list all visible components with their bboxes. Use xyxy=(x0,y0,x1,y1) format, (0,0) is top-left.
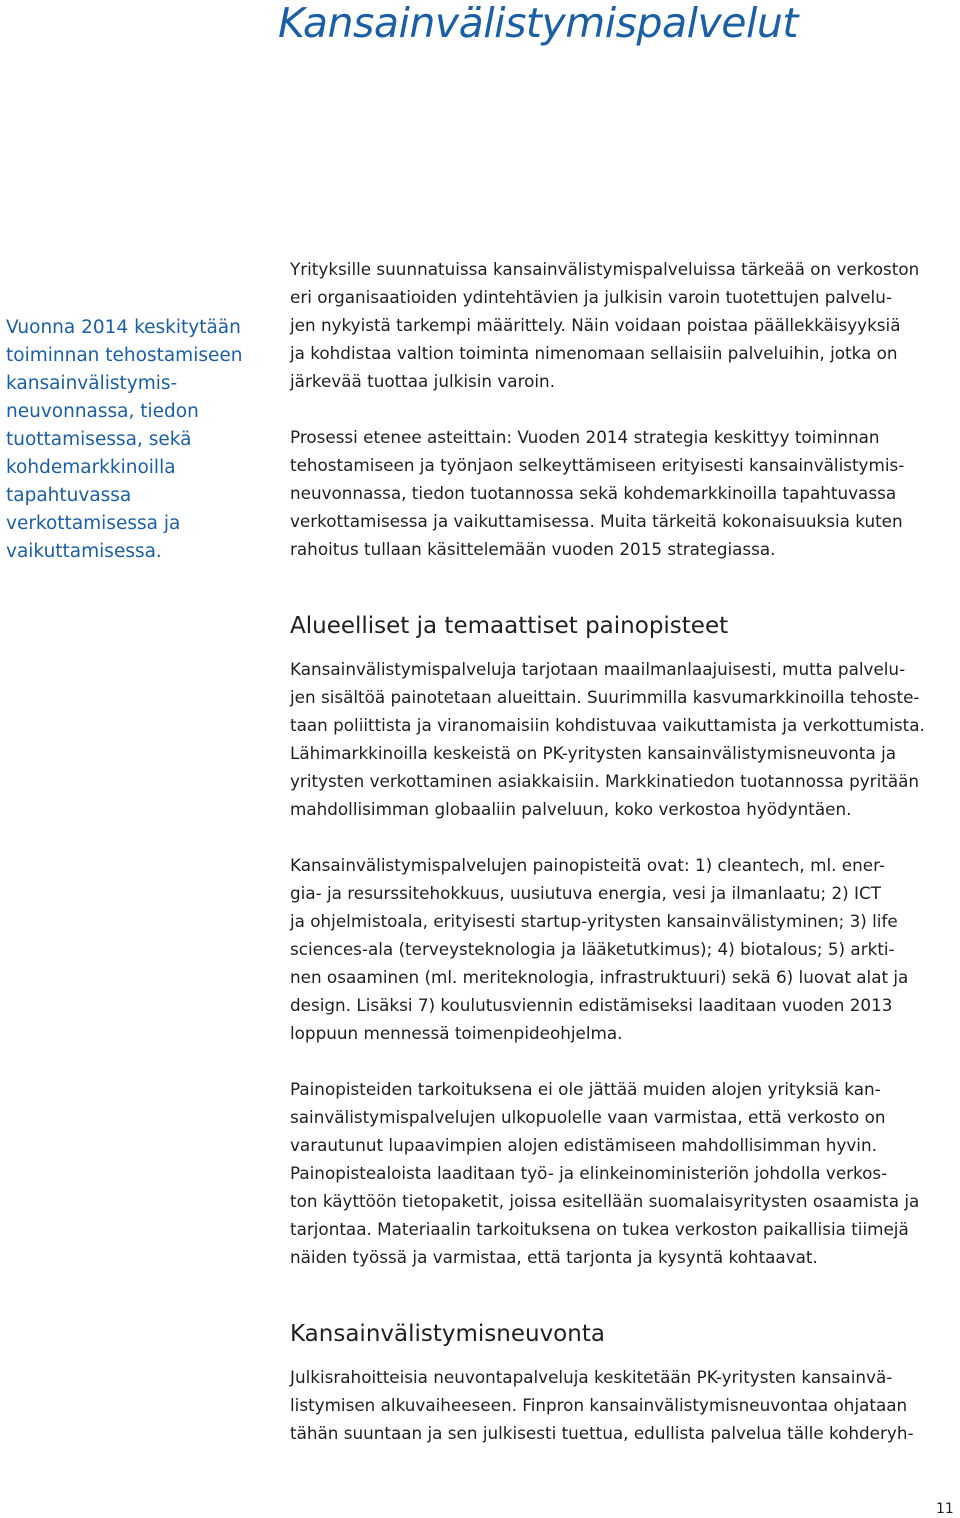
text-line: ja ohjelmistoala, erityisesti startup-yritysten kansainvälistyminen; 3) life xyxy=(290,911,898,931)
text-line: Prosessi etenee asteittain: Vuoden 2014 strategia keskittyy toiminnan xyxy=(290,427,880,447)
intro-paragraph-1 xyxy=(290,255,956,395)
sidebar-quote-line: kansainvälistymis- xyxy=(6,373,178,394)
text-line: järkevää tuottaa julkisin varoin. xyxy=(290,371,556,391)
text-line: Yrityksille suunnatuissa kansainvälistymispalveluissa tärkeää on verkoston xyxy=(290,259,920,279)
page-title: Kansainvälistymispalvelut xyxy=(278,0,798,47)
text-line: jen nykyistä tarkempi määrittely. Näin voidaan poistaa päällekkäisyyksiä xyxy=(290,315,901,335)
section-heading-regional-priorities: Alueelliset ja temaattiset painopisteet xyxy=(290,613,729,639)
sidebar-quote-line: vaikuttamisessa. xyxy=(6,541,162,562)
text-line: eri organisaatioiden ydintehtävien ja julkisin varoin tuotettujen palvelu- xyxy=(290,287,892,307)
sidebar-quote-line: verkottamisessa ja xyxy=(6,513,181,534)
text-line: Painopisteiden tarkoituksena ei ole jättää muiden alojen yrityksiä kan- xyxy=(290,1079,881,1099)
text-line: nen osaaminen (ml. meriteknologia, infrastruktuuri) sekä 6) luovat alat ja xyxy=(290,967,909,987)
text-line: Julkisrahoitteisia neuvontapalveluja keskitetään PK-yritysten kansainvä- xyxy=(290,1367,893,1387)
sidebar-quote-line: tuottamisessa, sekä xyxy=(6,429,192,450)
text-line: sainvälistymispalvelujen ulkopuolelle vaan varmistaa, että verkosto on xyxy=(290,1107,886,1127)
text-line: neuvonnassa, tiedon tuotannossa sekä kohdemarkkinoilla tapahtuvassa xyxy=(290,483,897,503)
main-column xyxy=(290,255,956,1447)
text-line: rahoitus tullaan käsittelemään vuoden 2015 strategiassa. xyxy=(290,539,776,559)
text-line: sciences-ala (terveysteknologia ja lääketutkimus); 4) biotalous; 5) arkti- xyxy=(290,939,895,959)
section2-paragraph-1 xyxy=(290,1363,956,1447)
section-heading-internationalisation-advice: Kansainvälistymisneuvonta xyxy=(290,1321,605,1347)
intro-paragraph-2 xyxy=(290,423,956,563)
text-line: loppuun mennessä toimenpideohjelma. xyxy=(290,1023,623,1043)
section1-paragraph-2 xyxy=(290,851,956,1047)
text-line: jen sisältöä painotetaan alueittain. Suurimmilla kasvumarkkinoilla tehoste- xyxy=(290,687,920,707)
text-line: listymisen alkuvaiheeseen. Finpron kansainvälistymisneuvontaa ohjataan xyxy=(290,1395,908,1415)
section1-paragraph-3 xyxy=(290,1075,956,1271)
text-line: ja kohdistaa valtion toiminta nimenomaan sellaisiin palveluihin, jotka on xyxy=(290,343,898,363)
text-line: varautunut lupaavimpien alojen edistämiseen mahdollisimman hyvin. xyxy=(290,1135,877,1155)
text-line: tarjontaa. Materiaalin tarkoituksena on tukea verkoston paikallisia tiimejä xyxy=(290,1219,909,1239)
sidebar-quote-line: Vuonna 2014 keskitytään xyxy=(6,317,241,338)
sidebar-quote-line: tapahtuvassa xyxy=(6,485,132,506)
sidebar-quote-line: toiminnan tehostamiseen xyxy=(6,345,243,366)
section1-paragraph-1 xyxy=(290,655,956,823)
text-line: verkottamisessa ja vaikuttamisessa. Muita tärkeitä kokonaisuuksia kuten xyxy=(290,511,903,531)
text-line: taan poliittista ja viranomaisiin kohdistuvaa vaikuttamista ja verkottumista. xyxy=(290,715,925,735)
text-line: Painopistealoista laaditaan työ- ja elinkeinoministeriön johdolla verkos- xyxy=(290,1163,888,1183)
sidebar-quote-line: kohdemarkkinoilla xyxy=(6,457,176,478)
text-line: design. Lisäksi 7) koulutusviennin edistämiseksi laaditaan vuoden 2013 xyxy=(290,995,893,1015)
text-line: näiden työssä ja varmistaa, että tarjonta ja kysyntä kohtaavat. xyxy=(290,1247,818,1267)
text-line: mahdollisimman globaaliin palveluun, koko verkostoa hyödyntäen. xyxy=(290,799,852,819)
text-line: ton käyttöön tietopaketit, joissa esitellään suomalaisyritysten osaamista ja xyxy=(290,1191,920,1211)
text-line: Lähimarkkinoilla keskeistä on PK-yritysten kansainvälistymisneuvonta ja xyxy=(290,743,897,763)
text-line: tehostamiseen ja työnjaon selkeyttämiseen erityisesti kansainvälistymis- xyxy=(290,455,905,475)
text-line: tähän suuntaan ja sen julkisesti tuettua, edullista palvelua tälle kohderyh- xyxy=(290,1423,914,1443)
text-line: Kansainvälistymispalvelujen painopisteitä ovat: 1) cleantech, ml. ener- xyxy=(290,855,885,875)
text-line: gia- ja resurssitehokkuus, uusiutuva energia, vesi ja ilmanlaatu; 2) ICT xyxy=(290,883,881,903)
text-line: yritysten verkottaminen asiakkaisiin. Markkinatiedon tuotannossa pyritään xyxy=(290,771,920,791)
sidebar-quote-line: neuvonnassa, tiedon xyxy=(6,401,199,422)
text-line: Kansainvälistymispalveluja tarjotaan maailmanlaajuisesti, mutta palvelu- xyxy=(290,659,906,679)
sidebar-pull-quote xyxy=(6,314,258,566)
page-number: 11 xyxy=(936,1501,954,1517)
